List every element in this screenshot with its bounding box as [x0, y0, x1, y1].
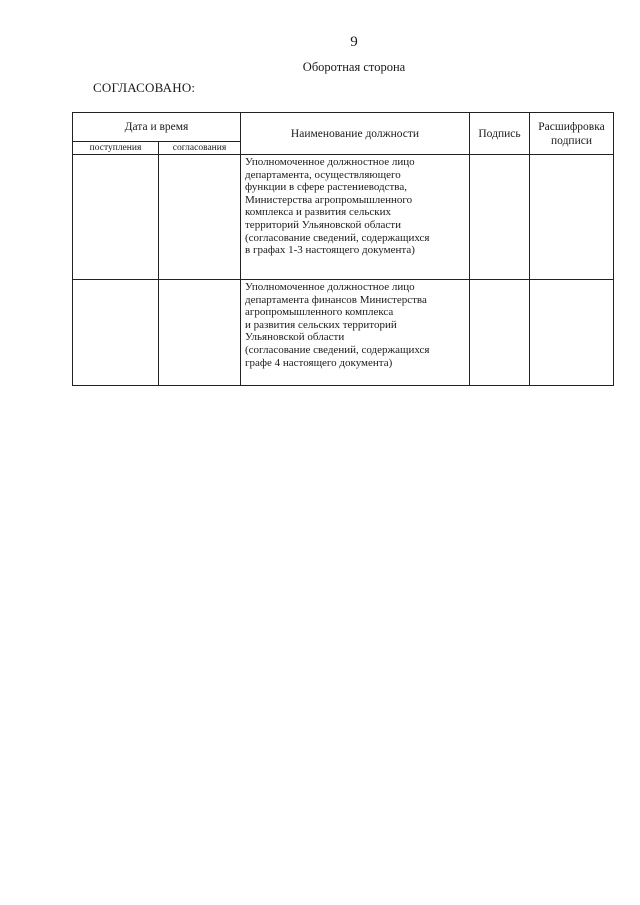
agreed-cell[interactable]	[159, 155, 241, 280]
header-signature: Подпись	[470, 113, 530, 155]
header-signature-decoding: Расшифровка подписи	[530, 113, 614, 155]
header-row	[73, 113, 614, 142]
header-position: Наименование должности	[241, 113, 470, 155]
signature-cell[interactable]	[470, 280, 530, 386]
position-text: Уполномоченное должностное лицо департамента, осуществляющего функции в сфере растениеводства, Министерства агропромышленного комплекса и развития сельских территорий Ульяновской области (согласование сведений, содержащихся в графах 1-3 настоящего документа)	[245, 156, 430, 257]
approved-heading: СОГЛАСОВАНО:	[93, 80, 196, 95]
table-row	[73, 280, 614, 386]
agreed-cell[interactable]	[159, 280, 241, 386]
signature-decoding-cell[interactable]	[530, 155, 614, 280]
header-received: поступления	[73, 142, 159, 155]
position-cell	[241, 155, 470, 280]
approval-table	[72, 112, 614, 386]
position-text: Уполномоченное должностное лицо департамента финансов Министерства агропромышленного комплекса и развития сельских территорий Ульяновской области (согласование сведений, содержащихся графе 4 настоящего документа)	[245, 281, 430, 369]
table-row	[73, 155, 614, 280]
reverse-side-label: Оборотная сторона	[302, 60, 406, 74]
signature-decoding-cell[interactable]	[530, 280, 614, 386]
header-agreed: согласования	[159, 142, 241, 155]
received-cell[interactable]	[73, 155, 159, 280]
signature-cell[interactable]	[470, 155, 530, 280]
received-cell[interactable]	[73, 280, 159, 386]
header-datetime: Дата и время	[73, 113, 241, 142]
page-number: 9	[350, 34, 358, 50]
position-cell	[241, 280, 470, 386]
